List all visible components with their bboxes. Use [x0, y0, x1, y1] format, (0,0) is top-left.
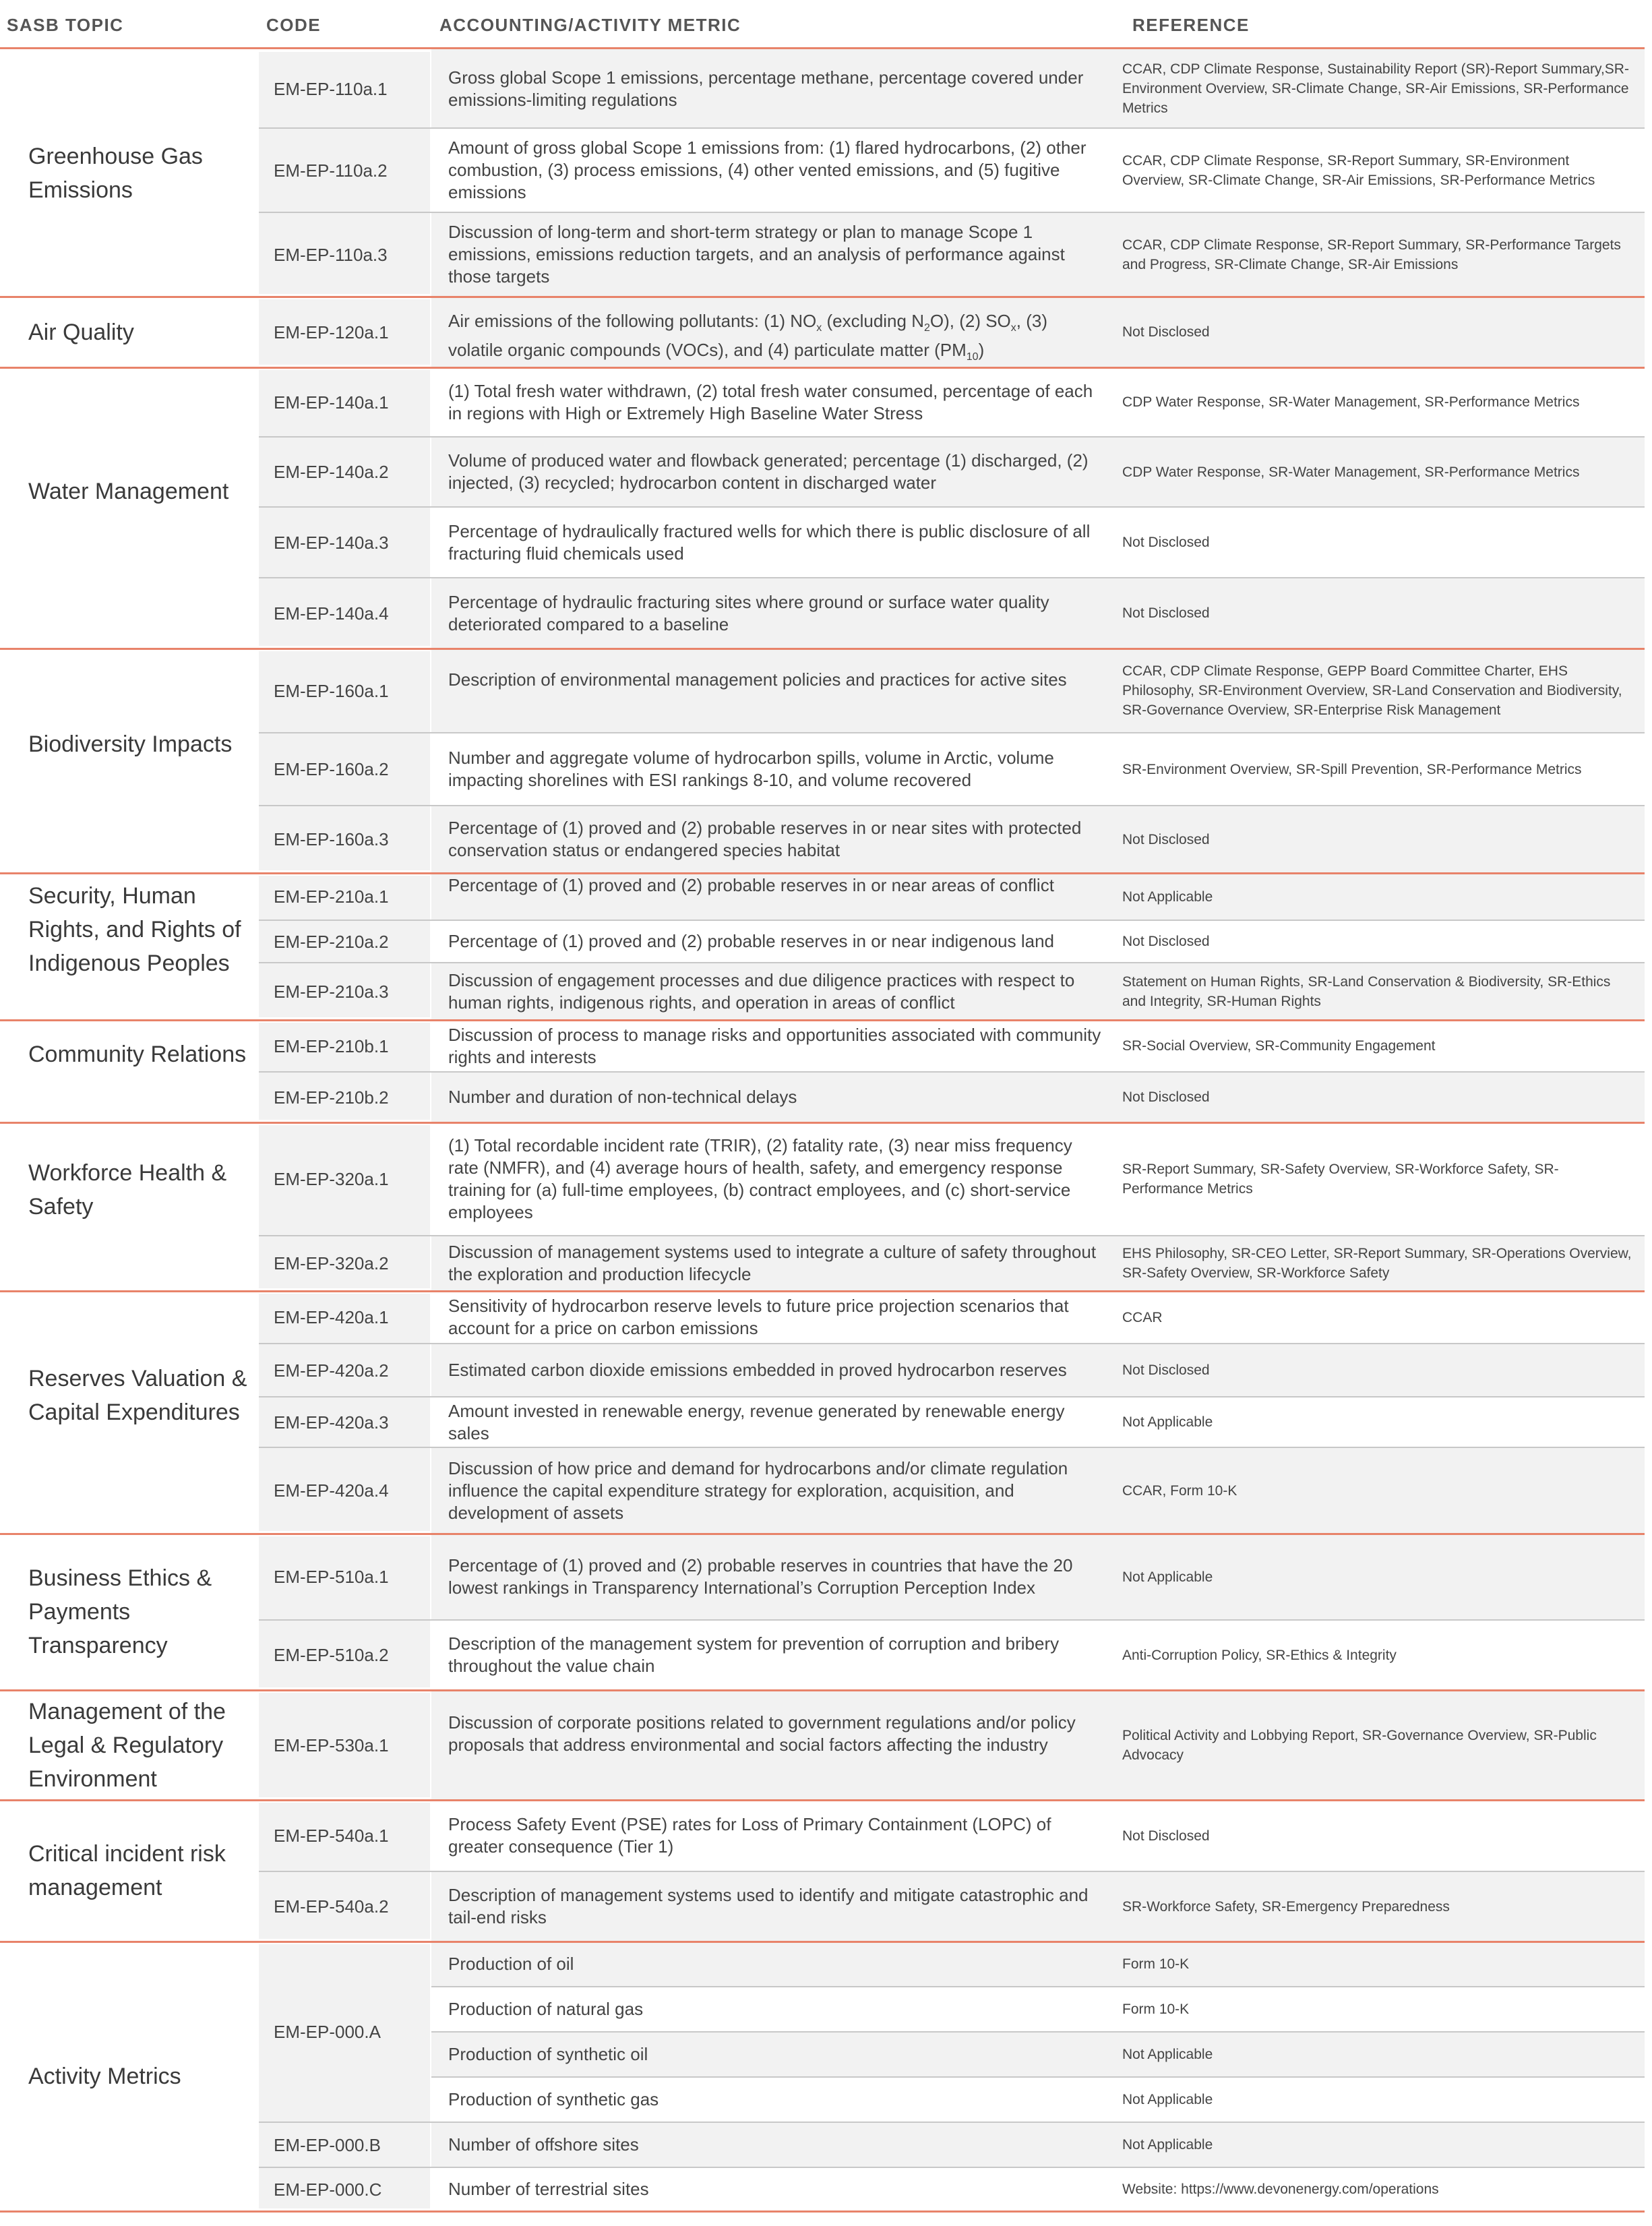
topic-label-legal: Management of the Legal & Regulatory Environment [28, 1699, 226, 1792]
row-divider [259, 805, 1645, 806]
metric-code: EM-EP-110a.2 [274, 160, 388, 181]
row-divider [259, 1071, 1645, 1073]
metric-code: EM-EP-120a.1 [274, 322, 389, 342]
metric-code: EM-EP-140a.4 [274, 603, 389, 624]
metric-code: EM-EP-110a.1 [274, 79, 388, 99]
metric-subscript: x [1010, 322, 1016, 334]
reference-text: Form 10-K [1122, 2002, 1190, 2017]
metric-subscript: 2 [923, 322, 930, 334]
row-divider [259, 506, 1645, 508]
metric-code: EM-EP-420a.2 [274, 1360, 389, 1381]
metric-code: EM-EP-420a.1 [274, 1307, 389, 1327]
reference-text: SR-Environment Overview, SR-Spill Prevention, SR-Performance Metrics [1122, 762, 1582, 777]
reference-text: CCAR, CDP Climate Response, SR-Report Summary, SR-Performance Targets and Progress, SR-Climate Change, SR-Air Emissions [1122, 237, 1621, 272]
metric-description: Sensitivity of hydrocarbon reserve levels to future price projection scenarios that account for a price on carbon emissions [448, 1296, 1069, 1338]
topic-label-bio: Biodiversity Impacts [28, 731, 233, 757]
row-divider [259, 2167, 1645, 2168]
metric-text-part: Air emissions of the following pollutants: (1) NO [448, 311, 817, 331]
reference-text: Not Applicable [1122, 2092, 1213, 2107]
section-rule [0, 1019, 1645, 1021]
topic-label-ethics: Business Ethics & Payments Transparency [28, 1565, 212, 1658]
metric-description: Production of natural gas [448, 1999, 644, 2019]
metric-description: Percentage of (1) proved and (2) probable reserves in or near indigenous land [448, 931, 1054, 951]
section-rule [0, 648, 1645, 650]
metric-description: Percentage of (1) proved and (2) probable reserves in or near areas of conflict [448, 875, 1054, 895]
row-divider [259, 2122, 1645, 2123]
row-divider [259, 1447, 1645, 1448]
metric-description: Discussion of corporate positions related to government regulations and/or policy proposals that address environmental and social factors affecting the industry [448, 1712, 1076, 1755]
metric-description: Discussion of process to manage risks and opportunities associated with community rights and interests [448, 1025, 1101, 1067]
metric-text-part: O), (2) SO [929, 311, 1011, 331]
metric-code: EM-EP-210a.2 [274, 932, 389, 952]
metric-description: Number and duration of non-technical delays [448, 1087, 797, 1107]
reference-text: SR-Social Overview, SR-Community Engagement [1122, 1038, 1436, 1054]
reference-text: Not Disclosed [1122, 1828, 1210, 1844]
metric-description: (1) Total fresh water withdrawn, (2) total fresh water consumed, percentage of each in regions with High or Extremely High Baseline Water Stress [448, 381, 1093, 423]
section-rule [0, 1122, 1645, 1124]
row-divider [259, 1235, 1645, 1236]
section-rule [0, 1290, 1645, 1292]
metric-code: EM-EP-210a.1 [274, 886, 389, 907]
metric-code: EM-EP-000.B [274, 2135, 381, 2155]
metric-description: Estimated carbon dioxide emissions embedded in proved hydrocarbon reserves [448, 1360, 1067, 1380]
section-rule [0, 2210, 1645, 2213]
section-rule [0, 1533, 1645, 1535]
reference-text: CCAR, CDP Climate Response, SR-Report Summary, SR-Environment Overview, SR-Climate Change, SR-Air Emissions, SR-Performance Metrics [1122, 153, 1595, 188]
metric-code: EM-EP-160a.3 [274, 829, 389, 849]
reference-text: Statement on Human Rights, SR-Land Conservation & Biodiversity, SR-Ethics and Integrity, SR-Human Rights [1122, 974, 1611, 1009]
header-topic: SASB TOPIC [7, 15, 124, 35]
reference-text: Not Disclosed [1122, 832, 1210, 847]
metric-description: Description of management systems used to identify and mitigate catastrophic and tail-end risks [448, 1885, 1089, 1927]
row-divider [259, 1396, 1645, 1397]
section-rule [0, 1689, 1645, 1691]
reference-text: Anti-Corruption Policy, SR-Ethics & Integrity [1122, 1648, 1397, 1663]
metric-description: Amount of gross global Scope 1 emissions from: (1) flared hydrocarbons, (2) other combustion, (3) process emissions, (4) other vented emissions, and (5) fugitive emissions [448, 138, 1087, 202]
metric-description: Process Safety Event (PSE) rates for Loss of Primary Containment (LOPC) of greater consequence (Tier 1) [448, 1814, 1051, 1857]
reference-text: Not Disclosed [1122, 934, 1210, 949]
metric-code: EM-EP-000.A [274, 2022, 381, 2042]
metric-description: Percentage of hydraulically fractured wells for which there is public disclosure of all fracturing fluid chemicals used [448, 521, 1091, 564]
metric-description: Discussion of management systems used to integrate a culture of safety throughout the exploration and production lifecycle [448, 1242, 1097, 1284]
reference-text: Not Disclosed [1122, 324, 1210, 340]
metric-description: Percentage of hydraulic fracturing sites where ground or surface water quality deteriorated compared to a baseline [448, 592, 1049, 634]
metric-description: Discussion of engagement processes and due diligence practices with respect to human rights, indigenous rights, and operation in areas of conflict [448, 970, 1075, 1013]
reference-text: EHS Philosophy, SR-CEO Letter, SR-Report Summary, SR-Operations Overview, SR-Safety Overview, SR-Workforce Safety [1122, 1246, 1632, 1281]
reference-text: SR-Workforce Safety, SR-Emergency Preparedness [1122, 1899, 1450, 1915]
row-divider [259, 1619, 1645, 1621]
section-rule [0, 1799, 1645, 1801]
topic-label-air: Air Quality [28, 320, 134, 345]
metric-description: (1) Total recordable incident rate (TRIR), (2) fatality rate, (3) near miss frequency rate (NMFR), and (4) average hours of health, safety, and emergency response training for (a) full-time employees, (b) contract employees, and (c) short-service employees [448, 1135, 1072, 1222]
metric-description: Percentage of (1) proved and (2) probable reserves in countries that have the 20 lowest rankings in Transparency International’s Corruption Perception Index [448, 1555, 1073, 1598]
row-divider [259, 1343, 1645, 1344]
topic-label-community: Community Relations [28, 1042, 247, 1067]
metric-subscript: 10 [966, 351, 979, 363]
reference-text: Not Applicable [1122, 1414, 1213, 1430]
metric-description: Production of synthetic oil [448, 2044, 648, 2064]
reference-text: Form 10-K [1122, 1956, 1190, 1972]
topic-label-critical: Critical incident risk management [28, 1841, 226, 1900]
reference-text: Website: https://www.devonenergy.com/operations [1122, 2182, 1439, 2197]
reference-text: CDP Water Response, SR-Water Management, SR-Performance Metrics [1122, 464, 1580, 480]
row-divider [259, 1871, 1645, 1872]
metric-code: EM-EP-140a.2 [274, 462, 389, 482]
topic-label-workforce: Workforce Health & Safety [28, 1160, 227, 1220]
metric-code: EM-EP-320a.1 [274, 1169, 389, 1189]
metric-code: EM-EP-420a.4 [274, 1480, 389, 1501]
topic-label-reserves: Reserves Valuation & Capital Expenditures [28, 1366, 247, 1425]
row-divider [259, 920, 1645, 921]
metric-code: EM-EP-540a.1 [274, 1826, 389, 1846]
metric-code: EM-EP-510a.1 [274, 1567, 389, 1587]
metric-description: Percentage of (1) proved and (2) probable reserves in or near sites with protected conservation status or endangered species habitat [448, 818, 1082, 860]
row-divider [259, 962, 1645, 963]
metric-code: EM-EP-210b.2 [274, 1087, 389, 1108]
metric-description: Volume of produced water and flowback generated; percentage (1) discharged, (2) injected, (3) recycled; hydrocarbon content in discharged water [448, 450, 1089, 493]
reference-text: Not Applicable [1122, 2137, 1213, 2153]
row-divider [259, 732, 1645, 733]
row-divider [431, 2031, 1645, 2033]
metric-code: EM-EP-110a.3 [274, 245, 388, 265]
metric-code: EM-EP-160a.2 [274, 759, 389, 779]
metric-code: EM-EP-000.C [274, 2179, 382, 2200]
topic-label-activity: Activity Metrics [28, 2064, 181, 2089]
metric-description: Description of the management system for prevention of corruption and bribery throughout the value chain [448, 1633, 1060, 1676]
metric-code: EM-EP-140a.1 [274, 392, 389, 413]
reference-text: CCAR, CDP Climate Response, GEPP Board Committee Charter, EHS Philosophy, SR-Environment Overview, SR-Land Conservation and Biodiversity, SR-Governance Overview, SR-Enterprise Risk Management [1122, 663, 1622, 718]
metric-description: Production of synthetic gas [448, 2089, 659, 2109]
metric-code: EM-EP-510a.2 [274, 1645, 389, 1665]
metric-description: Amount invested in renewable energy, revenue generated by renewable energy sales [448, 1401, 1065, 1443]
reference-text: Not Applicable [1122, 889, 1213, 905]
metric-text-part: , (3) volatile organic compounds (VOCs), and (4) particulate matter (PM [448, 311, 1048, 361]
metric-code: EM-EP-140a.3 [274, 533, 389, 553]
metric-code: EM-EP-420a.3 [274, 1412, 389, 1433]
metric-text-part: (excluding N [822, 311, 924, 331]
reference-text: CDP Water Response, SR-Water Management, SR-Performance Metrics [1122, 394, 1580, 410]
metric-code: EM-EP-540a.2 [274, 1896, 389, 1917]
header-metric: ACCOUNTING/ACTIVITY METRIC [439, 15, 741, 35]
reference-text: SR-Report Summary, SR-Safety Overview, SR-Workforce Safety, SR-Performance Metrics [1122, 1162, 1559, 1197]
header-code: CODE [266, 15, 322, 35]
metric-code: EM-EP-320a.2 [274, 1253, 389, 1273]
row-divider [259, 436, 1645, 438]
row-divider [259, 577, 1645, 578]
reference-text: Not Disclosed [1122, 535, 1210, 550]
metric-description: Number and aggregate volume of hydrocarbon spills, volume in Arctic, volume impacting shorelines with ESI rankings 8-10, and volume recovered [448, 748, 1054, 790]
topic-label-water: Water Management [28, 479, 229, 504]
reference-text: Not Applicable [1122, 2047, 1213, 2062]
reference-text: Not Disclosed [1122, 1089, 1210, 1105]
reference-text: CCAR, Form 10-K [1122, 1483, 1237, 1499]
section-rule [0, 296, 1645, 298]
row-divider [259, 127, 1645, 129]
metric-description-subscripts [448, 310, 1105, 368]
reference-text: CCAR, CDP Climate Response, Sustainability Report (SR)-Report Summary,SR-Environment Overview, SR-Climate Change, SR-Air Emissions, SR-Performance Metrics [1122, 61, 1629, 116]
row-divider [431, 2076, 1645, 2078]
topic-label-security: Security, Human Rights, and Rights of Indigenous Peoples [28, 883, 241, 976]
code-column-cell [259, 1944, 430, 2208]
header-reference: REFERENCE [1132, 15, 1250, 35]
reference-text: Not Applicable [1122, 1569, 1213, 1585]
metric-text-part: ) [978, 340, 985, 361]
reference-text: Political Activity and Lobbying Report, SR-Governance Overview, SR-Public Advocacy [1122, 1728, 1597, 1763]
metric-code: EM-EP-210b.1 [274, 1036, 389, 1056]
metric-description: Gross global Scope 1 emissions, percentage methane, percentage covered under emissions-limiting regulations [448, 67, 1084, 110]
reference-text: Not Disclosed [1122, 605, 1210, 621]
section-rule [0, 1941, 1645, 1943]
metric-description: Description of environmental management policies and practices for active sites [448, 669, 1067, 690]
topic-label-ghg: Greenhouse Gas Emissions [28, 144, 203, 203]
metric-description: Number of terrestrial sites [448, 2179, 649, 2199]
metric-code: EM-EP-160a.1 [274, 681, 389, 701]
metric-subscript: x [816, 322, 822, 334]
metric-description: Discussion of long-term and short-term strategy or plan to manage Scope 1 emissions, emissions reduction targets, and an analysis of performance against those targets [448, 222, 1065, 287]
metric-code: EM-EP-210a.3 [274, 982, 389, 1002]
row-divider [431, 1986, 1645, 1987]
reference-text: CCAR [1122, 1310, 1163, 1325]
reference-text: Not Disclosed [1122, 1362, 1210, 1378]
metric-code: EM-EP-530a.1 [274, 1735, 389, 1755]
metric-description: Number of offshore sites [448, 2134, 639, 2155]
metric-description: Discussion of how price and demand for hydrocarbons and/or climate regulation influence the capital expenditure strategy for exploration, acquisition, and development of assets [448, 1458, 1068, 1523]
metric-description: Production of oil [448, 1954, 574, 1974]
row-divider [259, 212, 1645, 213]
